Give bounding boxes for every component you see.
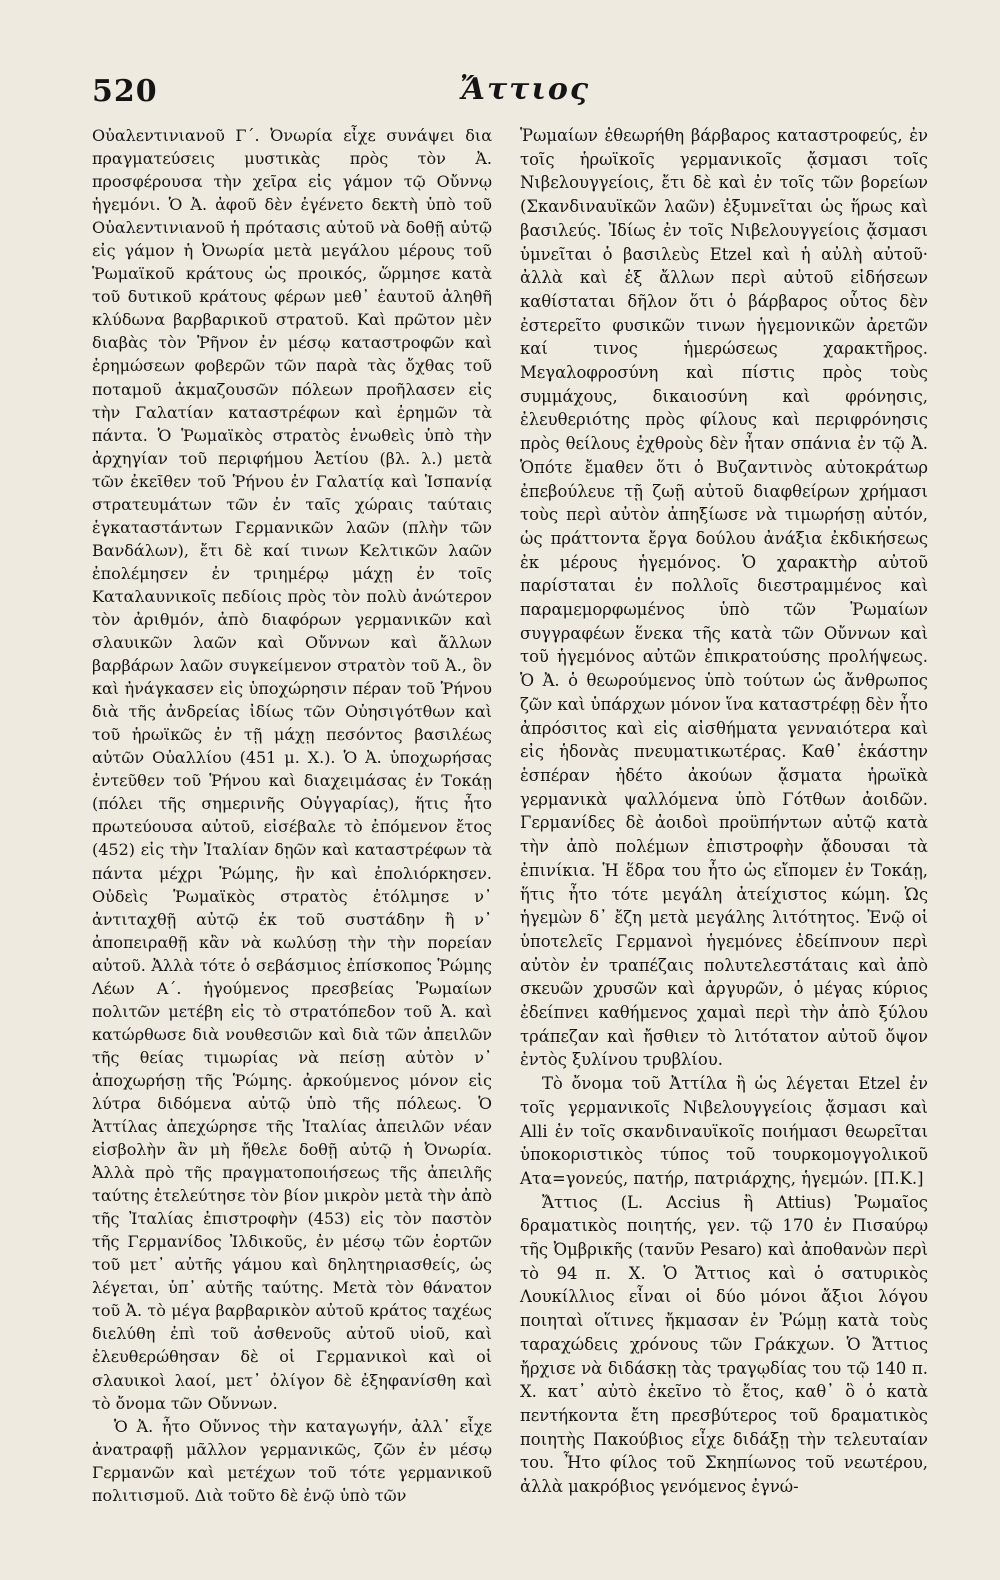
paragraph: Ὁ Ἀ. ἦτο Οὔννος τὴν καταγωγήν, ἀλλ᾽ εἶχε ἀνατραφῇ μᾶλλον γερμανικῶς, ζῶν ἐν μέσῳ Γερμανῶν καὶ μετέχων τοῦ τότε γερμανικοῦ πολιτισμοῦ. Διὰ τοῦτο δὲ ἐνῷ ὑπὸ τῶν: [92, 1416, 492, 1505]
paragraph: Τὸ ὄνομα τοῦ Ἀττίλα ἢ ὡς λέγεται Etzel ἐν τοῖς γερμανικοῖς Νιβελουγγείοις ᾄσμασι καὶ Alli ἐν τοῖς σκανδιναυϊκοῖς ποιήμασι θεωρεῖται ὑποκοριστικὸς τύπος τοῦ τουρκομογγολικοῦ Ατα=γονεύς, πατήρ, πατριάρχης, ἡγεμών. [Π.Κ.]: [520, 1074, 928, 1188]
running-head: Ἄττιος: [460, 72, 591, 107]
paragraph: Οὐαλεντινιανοῦ Γ΄. Ὀνωρία εἶχε συνάψει δια πραγματεύσεις μυστικὰς πρὸς τὸν Ἀ. προσφέρουσα τὴν χεῖρα εἰς γάμον τῷ Οὔννῳ ἡγεμόνι. Ὁ Ἀ. ἀφοῦ δὲν ἐγένετο δεκτὴ ὑπὸ τοῦ Οὐαλεντινιανοῦ ἡ πρότασις αὐτοῦ νὰ δοθῇ αὐτῷ εἰς γάμον ἡ Ὀνωρία μετὰ μεγάλου μέρους τοῦ Ῥωμαϊκοῦ κράτους ὡς προικός, ὥρμησε κατὰ τοῦ δυτικοῦ κράτους φέρων μεθ᾽ ἑαυτοῦ ἀληθῆ κλύδωνα βαρβαρικοῦ στρατοῦ. Καὶ πρῶτον μὲν διαβὰς τὸν Ῥῆνον ἐν μέσῳ καταστροφῶν καὶ ἐρημώσεων φοβερῶν τῶν παρὰ τὰς ὄχθας τοῦ ποταμοῦ ἀκμαζουσῶν πόλεων προῆλασεν εἰς τὴν Γαλατίαν καταστρέφων καὶ ἐρημῶν τὰ πάντα. Ὁ Ῥωμαϊκὸς στρατὸς ἑνωθεὶς ὑπὸ τὴν ἀρχηγίαν τοῦ περιφήμου Ἀετίου (βλ. λ.) μετὰ τῶν ἐκεῖθεν τοῦ Ῥήνου ἐν Γαλατίᾳ καὶ Ἱσπανίᾳ στρατευμάτων τῶν ἐν ταῖς χώραις ταύταις ἐγκαταστάντων Γερμανικῶν λαῶν (πλὴν τῶν Βανδάλων), ἔτι δὲ καί τινων Κελτικῶν λαῶν ἐπολέμησεν ἐν τριημέρῳ μάχῃ ἐν τοῖς Καταλαυνικοῖς πεδίοις πρὸς τὸν πολὺ ἀνώτερον τὸν ἀριθμόν, ἀπὸ διαφόρων γερμανικῶν καὶ σλαυικῶν λαῶν καὶ Οὔννων καὶ ἄλλων βαρβάρων λαῶν συγκείμενον στρατὸν τοῦ Ἀ., ὃν καὶ ἠνάγκασεν εἰς ὑποχώρησιν πέραν τοῦ Ῥήνου διὰ τῆς ἀνδρείας ἰδίως τῶν Οὐησιγότθων καὶ τοῦ ἡρωϊκῶς ἐν τῇ μάχῃ πεσόντος βασιλέως αὐτῶν Οὐαλλίου (451 μ. Χ.). Ὁ Ἀ. ὑποχωρήσας ἐντεῦθεν τοῦ Ῥήνου καὶ διαχειμάσας ἐν Τοκάῃ (πόλει τῆς σημερινῆς Οὐγγαρίας), ἥτις ἦτο πρωτεύουσα αὐτοῦ, εἰσέβαλε τὸ ἐπόμενον ἔτος (452) εἰς τὴν Ἰταλίαν δῃῶν καὶ καταστρέφων τὰ πάντα μέχρι Ῥώμης, ἣν καὶ ἐπολιόρκησεν. Οὐδεὶς Ῥωμαϊκὸς στρατὸς ἐτόλμησε ν᾽ ἀντιταχθῇ αὐτῷ ἐκ τοῦ συστάδην ἢ ν᾽ ἀποπειραθῇ κἂν νὰ κωλύσῃ τὴν τὴν πορείαν αὐτοῦ. Ἀλλὰ τότε ὁ σεβάσμιος ἐπίσκοπος Ῥώμης Λέων Α΄. ἡγούμενος πρεσβείας Ῥωμαίων πολιτῶν μετέβη εἰς τὸ στρατόπεδον τοῦ Ἀ. καὶ κατώρθωσε διὰ νουθεσιῶν καὶ διὰ τῶν ἀπειλῶν τῆς θείας τιμωρίας νὰ πείσῃ αὐτὸν ν᾽ ἀποχωρήσῃ τῆς Ῥώμης. ἀρκούμενος μόνον εἰς λύτρα διδόμενα αὐτῷ ὑπὸ τῆς πόλεως. Ὁ Ἀττίλας ἀπεχώρησε τῆς Ἰταλίας ἀπειλῶν νέαν εἰσβολὴν ἂν μὴ ἤθελε δοθῇ αὐτῷ ἡ Ὀνωρία. Ἀλλὰ πρὸ τῆς πραγματοποιήσεως τῆς ἀπειλῆς ταύτης ἐτελεύτησε τὸν βίον μικρὸν μετὰ τὴν ἀπὸ τῆς Ἰταλίας ἐπιστροφὴν (453) εἰς τὸν παστὸν τῆς Γερμανίδος Ἰλδικοῦς, ἐν μέσῳ τῶν ἑορτῶν τοῦ μετ᾽ αὐτῆς γάμου καὶ δηλητηριασθείς, ὡς λέγεται, ὑπ᾽ αὐτῆς ταύτης. Μετὰ τὸν θάνατον τοῦ Ἀ. τὸ μέγα βαρβαρικὸν αὐτοῦ κράτος ταχέως διελύθη ἐπὶ τοῦ ἀσθενοῦς αὐτοῦ υἱοῦ, καὶ ἐλευθερώθησαν δὲ οἱ Γερμανικοὶ καὶ οἱ σλαυικοὶ λαοί, μετ᾽ ὀλίγον δὲ ἐξηφανίσθη καὶ τὸ ὄνομα τῶν Οὔννων.: [92, 126, 492, 1413]
paragraph: Ῥωμαίων ἐθεωρήθη βάρβαρος καταστροφεύς, ἐν τοῖς ἡρωϊκοῖς γερμανικοῖς ᾄσμασι τοῖς Νιβελουγγείοις, ἔτι δὲ καὶ ἐν τοῖς τῶν βορείων (Σκανδιναυϊκῶν λαῶν) ἐξυμνεῖται ὡς ἥρως καὶ βασιλεύς. Ἰδίως ἐν τοῖς Νιβελουγγείοις ᾄσμασι ὑμνεῖται ὁ βασιλεὺς Etzel καὶ ἡ αὐλὴ αὐτοῦ· ἀλλὰ καὶ ἐξ ἄλλων περὶ αὐτοῦ εἰδήσεων καθίσταται δῆλον ὅτι ὁ βάρβαρος οὗτος δὲν ἐστερεῖτο φυσικῶν τινων ἡγεμονικῶν ἀρετῶν καί τινος ἡμερώσεως χαρακτῆρος. Μεγαλοφροσύνη καὶ πίστις πρὸς τοὺς συμμάχους, δικαιοσύνη καὶ φρόνησις, ἐλευθεριότης πρὸς φίλους καὶ περιφρόνησις πρὸς θείλους ἐχθροὺς δὲν ἦταν σπάνια ἐν τῷ Ἀ. Ὁπότε ἔμαθεν ὅτι ὁ Βυζαντινὸς αὐτοκράτωρ ἐπεβούλευε τῇ ζωῇ αὐτοῦ διαφθείρων χρήμασι τοὺς περὶ αὐτὸν ἀπηξίωσε νὰ τιμωρήσῃ αὐτόν, ὡς πράττοντα ἔργα δούλου ἀνάξια ἐκδικήσεως ἐκ μέρους ἡγεμόνος. Ὁ χαρακτὴρ αὐτοῦ παρίσταται ἐν πολλοῖς διεστραμμένος καὶ παραμεμορφωμένος ὑπὸ τῶν Ῥωμαίων συγγραφέων ἕνεκα τῆς κατὰ τῶν Οὔννων καὶ τοῦ ἡγεμόνος αὐτῶν ἐπικρατούσης προλήψεως. Ὁ Ἀ. ὁ θεωρούμενος ὑπὸ τούτων ὡς ἄνθρωπος ζῶν καὶ ὑπάρχων μόνον ἵνα καταστρέφῃ δὲν ἦτο ἀπρόσιτος καὶ εἰς αἰσθήματα γενναιότερα καὶ εἰς ἡδονὰς πνευματικωτέρας. Καθ᾽ ἑκάστην ἑσπέραν ἠδέτο ἀκούων ᾄσματα ἡρωϊκὰ γερμανικὰ ψαλλόμενα ὑπὸ Γότθων ἀοιδῶν. Γερμανίδες δὲ ἀοιδοὶ προϋπήντων αὐτῷ κατὰ τὴν ἀπὸ πολέμων ἐπιστροφὴν ᾄδουσαι τὰ ἐπινίκια. Ἡ ἕδρα του ἦτο ὡς εἴπομεν ἐν Τοκάῃ, ἥτις ἦτο τότε μεγάλη ἀτείχιστος κώμη. Ὡς ἡγεμὼν δ᾽ ἔζη μετὰ μεγάλης λιτότητος. Ἐνῷ οἱ ὑποτελεῖς Γερμανοὶ ἡγεμόνες ἐδείπνουν περὶ αὐτὸν ἐν τραπέζαις πολυτελεστάταις καὶ ἀπὸ σκευῶν χρυσῶν καὶ ἀργυρῶν, ὁ μέγας κύριος ἐδείπνει καθήμενος χαμαὶ περὶ τὴν ἀπὸ ξύλου τράπεζαν καὶ ἤσθιεν τὸ λιτότατον αὐτοῦ ὄψον ἐντὸς ξυλίνου τρυβλίου.: [520, 126, 928, 1070]
entry-attius: Ἄττιος (L. Accius ἢ Attius) Ῥωμαῖος δραματικὸς ποιητής, γεν. τῷ 170 ἐν Πισαύρῳ τῆς Ὀμβρικῆς (τανῦν Pesaro) καὶ ἀποθανὼν περὶ τὸ 94 π. Χ. Ὁ Ἄττιος καὶ ὁ σατυρικὸς Λουκίλλιος εἶναι οἱ δύο μόνοι ἄξιοι λόγου ποιηταὶ οἵτινες ἤκμασαν ἐν Ῥώμῃ κατὰ τοὺς ταραχώδεις χρόνους τῶν Γράκχων. Ὁ Ἄττιος ἤρχισε νὰ διδάσκῃ τὰς τραγῳδίας του τῷ 140 π. Χ. κατ᾽ αὐτὸ ἐκεῖνο τὸ ἔτος, καθ᾽ ὃ ὁ κατὰ πεντήκοντα ἔτη πρεσβύτερος τοῦ δραματικὸς ποιητὴς Πακούβιος εἶχε διδάξῃ τὴν τελευταίαν του. Ἦτο φίλος τοῦ Σκηπίωνος τοῦ νεωτέρου, ἀλλὰ μακρόβιος γενόμενος ἐγνώ-: [520, 1192, 928, 1497]
page-header: [92, 70, 918, 114]
right-column: [520, 124, 928, 1499]
left-column: [92, 124, 492, 1507]
page-number: 520: [92, 74, 158, 109]
